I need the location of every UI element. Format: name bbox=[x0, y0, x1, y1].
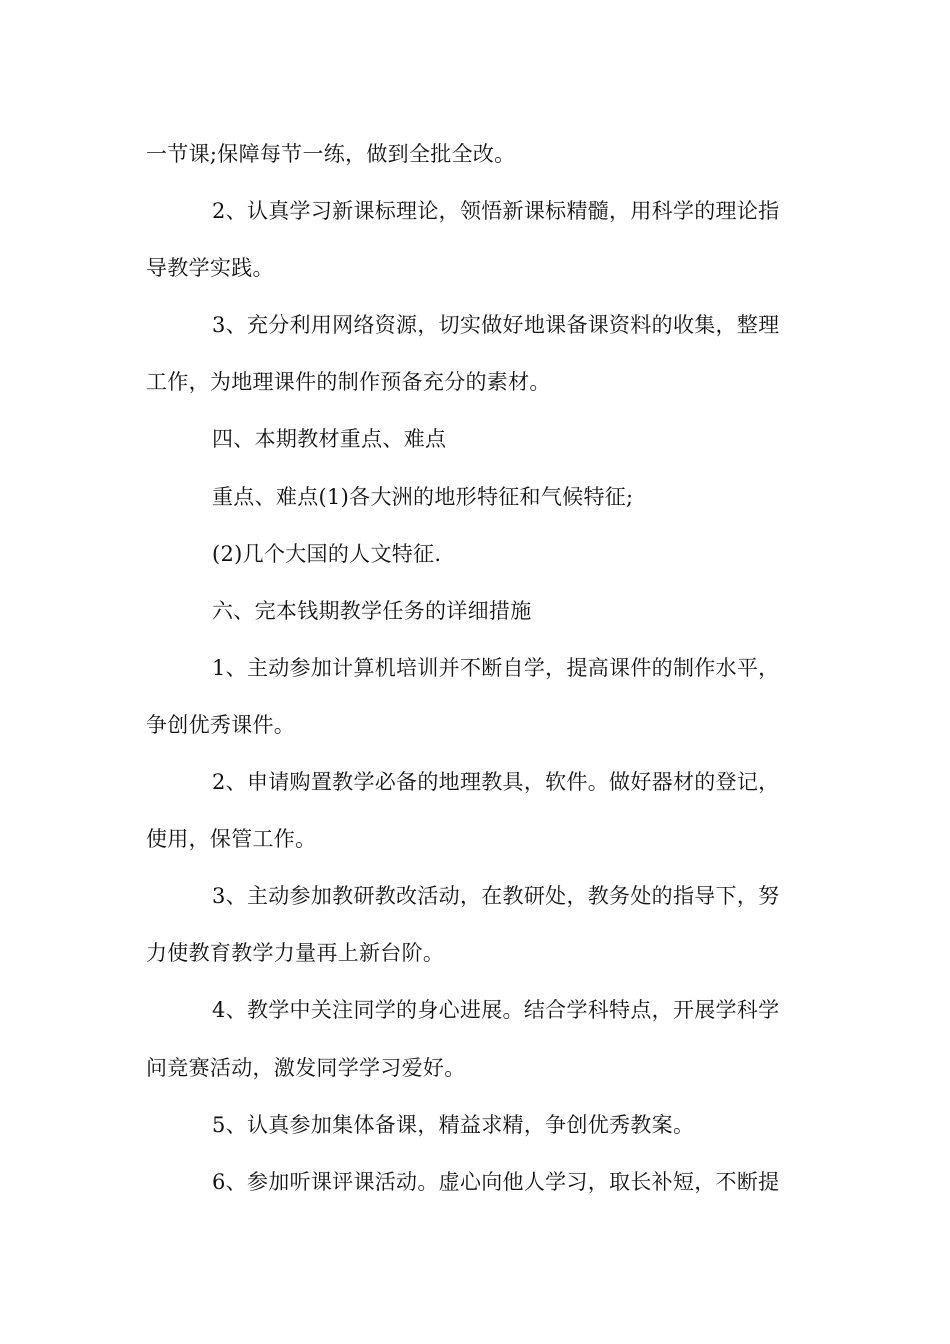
text-line: 3、充分利用网络资源，切实做好地课备课资料的收集，整理 bbox=[212, 313, 780, 338]
text-line: 导教学实践。 bbox=[146, 256, 274, 281]
document-body bbox=[146, 126, 806, 1211]
text-line: 2、认真学习新课标理论，领悟新课标精髓，用科学的理论指 bbox=[212, 199, 780, 224]
section-heading: 六、完本钱期教学任务的详细措施 bbox=[212, 598, 532, 623]
text-line: 3、主动参加教研教改活动，在教研处，教务处的指导下，努 bbox=[212, 884, 780, 909]
section-heading: 四、本期教材重点、难点 bbox=[212, 427, 447, 452]
text-line: 5、认真参加集体备课，精益求精，争创优秀教案。 bbox=[212, 1112, 695, 1137]
text-line: 使用，保管工作。 bbox=[146, 827, 317, 852]
text-line: 重点、难点(1)各大洲的地形特征和气候特征; bbox=[212, 484, 634, 509]
text-line: 问竞赛活动，激发同学学习爱好。 bbox=[146, 1055, 466, 1080]
text-line: 争创优秀课件。 bbox=[146, 712, 296, 737]
text-line: 6、参加听课评课活动。虚心向他人学习，取长补短，不断提 bbox=[212, 1169, 780, 1194]
text-line: 1、主动参加计算机培训并不断自学，提高课件的制作水平， bbox=[212, 655, 780, 680]
text-line: (2)几个大国的人文特征. bbox=[212, 541, 442, 566]
text-line: 工作，为地理课件的制作预备充分的素材。 bbox=[146, 370, 551, 395]
text-line: 4、教学中关注同学的身心进展。结合学科特点，开展学科学 bbox=[212, 998, 780, 1023]
text-line: 力使教育教学力量再上新台阶。 bbox=[146, 941, 445, 966]
text-line: 2、申请购置教学必备的地理教具，软件。做好器材的登记， bbox=[212, 770, 780, 795]
text-line: 一节课;保障每节一练，做到全批全改。 bbox=[146, 142, 516, 166]
